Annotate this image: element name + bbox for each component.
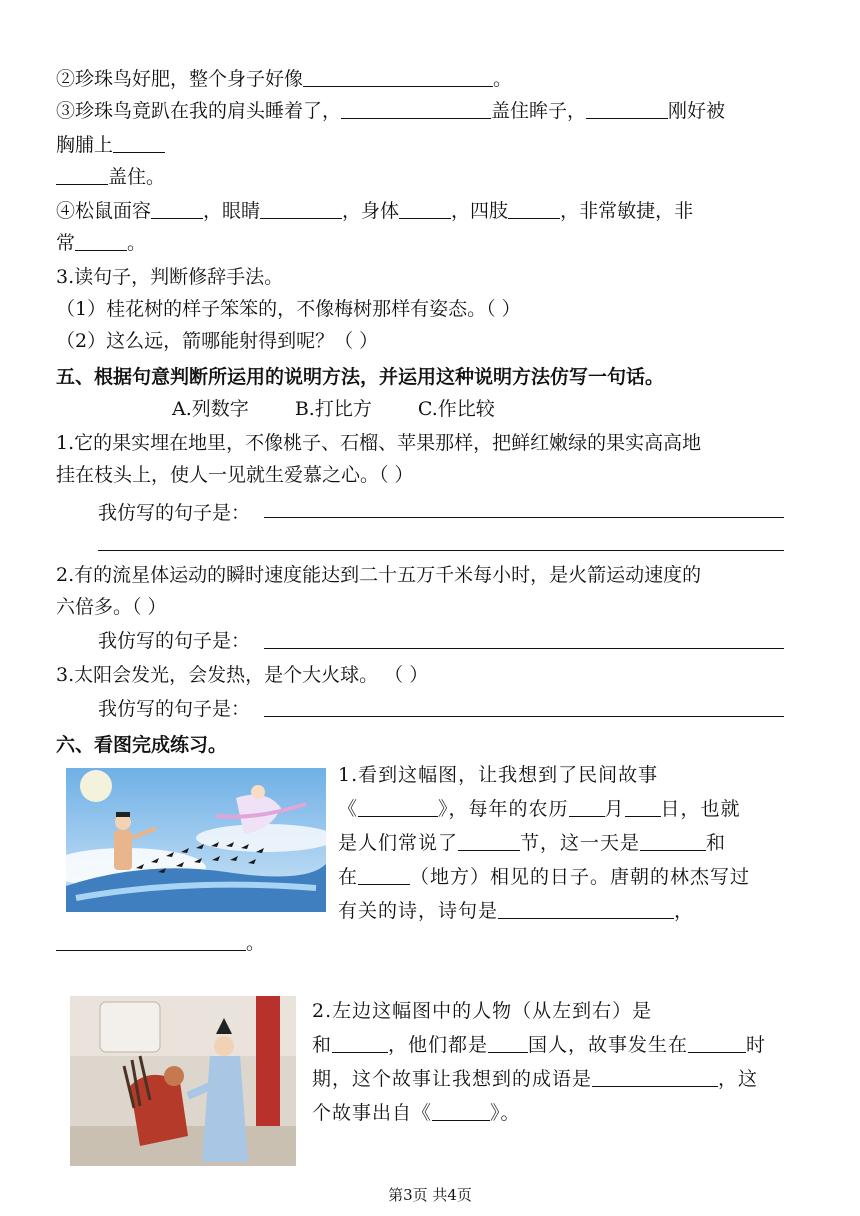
answer-blank[interactable] — [75, 230, 127, 251]
answer-blank[interactable] — [399, 198, 451, 219]
fill-item-3: ③珍珠鸟竟趴在我的肩头睡着了， 盖住眸子， 刚好被 — [56, 100, 726, 122]
picture-question-1: 1.看到这幅图，让我想到了民间故事 《 》，每年的农历 月 日，也就 是人们常说了 节，这一天是 和 在 （地方）相见的日子。唐朝的林杰写过 有关的诗，诗句是 ， — [338, 764, 751, 922]
s5-q2-line1: 2.有的流星体运动的瞬时速度能达到二十五万千米每小时，是火箭运动速度的 — [56, 564, 702, 586]
choice-list — [172, 394, 535, 424]
answer-blank[interactable] — [303, 66, 493, 87]
answer-blank[interactable] — [151, 198, 203, 219]
fill-item-4: ④松鼠面容 ，眼睛 ，身体 ，四肢 ，非常敏捷，非 — [56, 200, 694, 222]
fill-item-4-cont: 常 。 — [56, 232, 147, 254]
s5-q2-imitate-label: 我仿写的句子是： — [98, 630, 251, 652]
choice-c: C.作比较 — [417, 398, 495, 420]
section-5-title: 五、根据句意判断所运用的说明方法，并运用这种说明方法仿写一句话。 — [56, 366, 665, 388]
s5-q3-imitate-label: 我仿写的句子是： — [98, 698, 251, 720]
answer-blank[interactable] — [260, 198, 342, 219]
answer-blank[interactable] — [640, 830, 706, 851]
s5-q3-line1: 3.太阳会发光，会发热，是个大火球。 （ ） — [56, 664, 429, 686]
picture-question-2: 2.左边这幅图中的人物（从左到右）是 和 ，他们都是 国人，故事发生在 时 期，这个故事让我想到的成语是 ，这 个故事出自《 》。 — [312, 1000, 767, 1124]
answer-blank[interactable] — [458, 830, 520, 851]
answer-blank[interactable] — [56, 930, 246, 951]
rhetoric-item-1: （1）桂花树的样子笨笨的，不像梅树那样有姿态。（ ） — [56, 298, 521, 320]
answer-blank[interactable] — [358, 864, 410, 885]
picture-question-1-end: 。 — [56, 928, 265, 958]
rhetoric-item-2: （2）这么远，箭哪能射得到呢？（ ） — [56, 330, 379, 352]
answer-line[interactable] — [264, 716, 784, 717]
s5-q1-line1: 1.它的果实埋在地里，不像桃子、石榴、苹果那样，把鲜红嫩绿的果实高高地 — [56, 432, 702, 454]
fill-item-3-cont: 胸脯上 — [56, 130, 165, 160]
section-6-title: 六、看图完成练习。 — [56, 734, 228, 756]
answer-line[interactable] — [264, 648, 784, 649]
historical-illustration — [70, 996, 296, 1166]
answer-blank[interactable] — [625, 796, 661, 817]
s5-q1-imitate-label: 我仿写的句子是： — [98, 502, 251, 524]
answer-blank[interactable] — [508, 198, 560, 219]
answer-blank[interactable] — [498, 898, 674, 919]
answer-blank[interactable] — [688, 1032, 746, 1053]
qixi-illustration — [66, 768, 326, 912]
choice-b: B.打比方 — [294, 398, 372, 420]
answer-blank[interactable] — [341, 98, 491, 119]
choice-a: A.列数字 — [172, 398, 249, 420]
page-footer: 第3页 共4页 — [388, 1186, 472, 1204]
rhetoric-title: 3.读句子，判断修辞手法。 — [56, 266, 284, 288]
s5-q1-line2: 挂在枝头上，使人一见就生爱慕之心。（ ） — [56, 464, 414, 486]
fill-item-3-cont2: 盖住。 — [56, 162, 165, 192]
answer-blank[interactable] — [332, 1032, 388, 1053]
answer-line[interactable] — [264, 517, 784, 518]
answer-blank[interactable] — [432, 1100, 490, 1121]
answer-blank[interactable] — [56, 164, 108, 185]
answer-line[interactable] — [98, 550, 784, 551]
answer-blank[interactable] — [358, 796, 438, 817]
answer-blank[interactable] — [592, 1066, 718, 1087]
answer-blank[interactable] — [569, 796, 605, 817]
s5-q2-line2: 六倍多。（ ） — [56, 596, 167, 618]
answer-blank[interactable] — [488, 1032, 528, 1053]
fill-item-2: ②珍珠鸟好肥，整个身子好像 。 — [56, 68, 513, 90]
answer-blank[interactable] — [113, 132, 165, 153]
answer-blank[interactable] — [586, 98, 668, 119]
